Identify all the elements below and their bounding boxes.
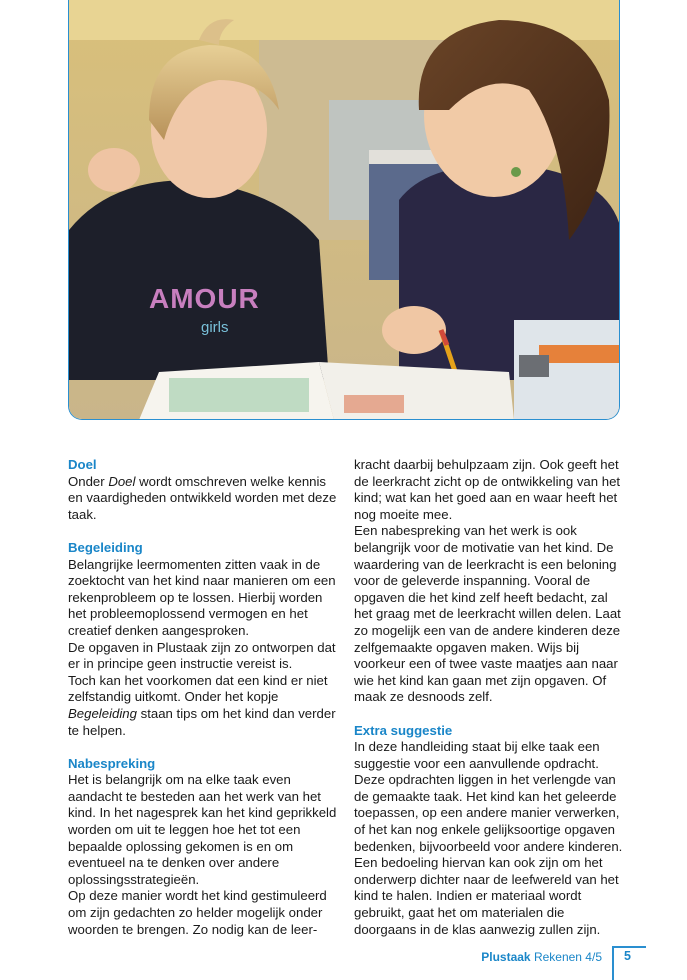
footer-divider <box>612 946 614 980</box>
body-paragraph <box>68 888 340 938</box>
footer-brand: Plustaak <box>481 950 531 964</box>
body-paragraph <box>68 673 340 739</box>
section-heading: Extra suggestie <box>354 722 453 738</box>
section-heading: Nabespreking <box>68 755 156 771</box>
shirt-print-sub: girls <box>201 319 229 336</box>
page-number: 5 <box>624 949 631 963</box>
text-span: Het is belangrijk om na elke taak even aandacht te besteden aan het werk van het kind. In het nagesprek kan het kind geprikkeld worden om uit te leggen hoe het tot een bepaalde oplossing gekomen is en om eventueel na te denken over andere oplossingsstrategieën. <box>68 772 337 887</box>
text-span: Belangrijke leermomenten zitten vaak in de zoektocht van het kind naar manieren om een rekenprobleem op te lossen. Hierbij worden het probleemoplossend vermogen en het creatief denken aangesproken. <box>68 556 336 638</box>
section-heading: Begeleiding <box>68 539 143 555</box>
page-footer <box>0 946 687 980</box>
text-span: De opgaven in Plustaak zijn zo ontworpen dat er in principe geen instructie vereist is. <box>68 639 336 672</box>
paragraph-gap <box>68 523 340 540</box>
body-paragraph <box>354 457 626 523</box>
section-heading: Doel <box>68 457 97 472</box>
right-column <box>354 457 626 938</box>
text-span: Toch kan het voorkomen dat een kind er niet zelfstandig uitkomt. Onder het kopje <box>68 672 328 705</box>
left-column <box>68 457 340 938</box>
text-span: staan tips om het kind dan verder te helpen. <box>68 705 336 738</box>
italic-term: Doel <box>108 473 136 489</box>
body-paragraph <box>68 557 340 640</box>
text-span: kracht daarbij behulpzaam zijn. Ook geeft het de leerkracht zicht op de ontwikkeling van het kind; wat kan het goed aan en waar heeft het nog moeite mee. <box>354 457 621 522</box>
shirt-print: AMOUR <box>149 283 260 314</box>
text-span: In deze handleiding staat bij elke taak een suggestie voor een aanvullende opdracht. Deze opdrachten liggen in het verlengde van de gemaakte taak. Het kind kan het geleerde toepassen, op een andere manier verwerken, of het kan nog enkele gelijksoortige opgaven bedenken, bijvoorbeeld voor andere kinderen. Een bedoeling hiervan kan ook zijn om het onderwerp dichter naar de leefwereld van het kind te halen. Indien er materiaal wordt gebruikt, gaat het om materialen die doorgaans in de klas aanwezig zullen zijn. <box>354 739 623 937</box>
body-paragraph <box>354 523 626 706</box>
text-span: wordt omschreven welke kennis en vaardigheden ontwikkeld worden met deze taak. <box>68 473 337 522</box>
body-paragraph <box>68 474 340 524</box>
body-paragraph <box>68 772 340 888</box>
body-paragraph <box>354 739 626 938</box>
footer-subtitle: Rekenen 4/5 <box>533 950 602 964</box>
italic-term: Begeleiding <box>68 705 137 721</box>
footer-divider-top <box>612 946 646 948</box>
text-span: Op deze manier wordt het kind gestimuleerd om zijn gedachten zo helder mogelijk onder woorden te brengen. Zo nodig kan de leer- <box>68 888 327 937</box>
paragraph-gap <box>354 706 626 723</box>
footer-title <box>481 950 602 964</box>
text-span: Onder <box>68 473 109 489</box>
body-paragraph <box>68 640 340 673</box>
text-span: Een nabespreking van het werk is ook belangrijk voor de motivatie van het kind. De waardering van de leerkracht is een beloning voor de geleverde inspanning. Vooral de opgaven die het kind zelf heeft bedacht, zal het graag met de leerkracht willen delen. Laat zo mogelijk een van de andere kinderen deze zelfgemaakte opgaven maken. Wijs bij voorkeur een of twee vaste maatjes aan naar wie het kind kan gaan met zijn opgaven. Of maak ze desnoods zelf. <box>354 523 621 705</box>
classroom-photo <box>68 0 620 420</box>
paragraph-gap <box>68 739 340 756</box>
